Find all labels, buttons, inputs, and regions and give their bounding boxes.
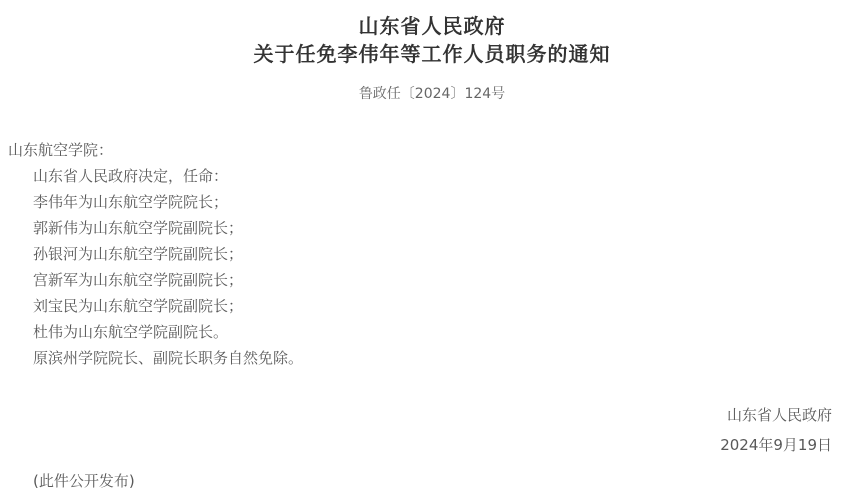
signature-block: [8, 400, 856, 460]
body-paragraph: 原滨州学院院长、副院长职务自然免除。: [33, 349, 304, 367]
doc-title-line1: 山东省人民政府: [358, 14, 506, 38]
public-release-note: (此件公开发布): [33, 472, 135, 490]
signature-date: 2024年9月19日: [720, 436, 832, 454]
body-paragraph: 郭新伟为山东航空学院副院长；: [33, 219, 244, 237]
document-body: [8, 137, 856, 371]
document-header: [8, 12, 856, 104]
body-paragraph: 宫新军为山东航空学院副院长；: [33, 271, 244, 289]
body-paragraph: 孙银河为山东航空学院副院长；: [33, 245, 244, 263]
body-paragraph: 李伟年为山东航空学院院长；: [33, 193, 229, 211]
body-paragraph: 山东省人民政府决定，任命：: [33, 167, 229, 185]
signature-issuer: 山东省人民政府: [726, 406, 832, 424]
body-paragraph: 刘宝民为山东航空学院副院长；: [33, 297, 244, 315]
addressee: 山东航空学院：: [8, 141, 114, 159]
body-paragraph: 杜伟为山东航空学院副院长。: [33, 323, 229, 341]
doc-title-line2: 关于任免李伟年等工作人员职务的通知: [253, 42, 611, 66]
doc-number: 鲁政任〔2024〕124号: [358, 86, 506, 102]
